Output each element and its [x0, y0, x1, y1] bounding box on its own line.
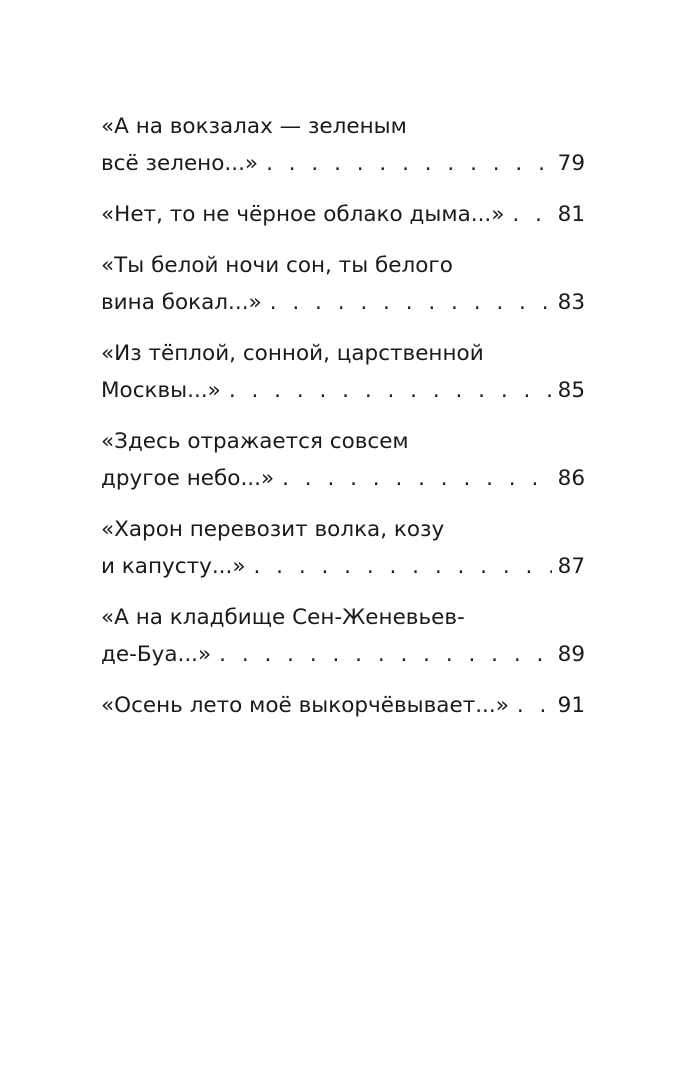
dot-leader — [219, 636, 551, 673]
dot-leader — [270, 284, 552, 321]
toc-entry-page-number: 85 — [557, 378, 585, 403]
toc-entry — [101, 247, 585, 321]
toc-entry-last-line — [101, 372, 585, 409]
toc-entry-title-line: Москвы...» — [101, 378, 221, 403]
toc-entry-title-line: вина бокал...» — [101, 290, 262, 315]
toc-entry — [101, 687, 585, 724]
toc-entry — [101, 196, 585, 233]
toc-entry-title-line: «Ты белой ночи сон, ты белого — [101, 253, 453, 278]
dot-leader — [282, 460, 552, 497]
toc-entry-last-line — [101, 196, 585, 233]
toc-entry-last-line — [101, 460, 585, 497]
dot-leader — [517, 687, 552, 724]
toc-entry-title-line: «Осень лето моё выкорчёвывает...» — [101, 693, 509, 718]
dot-leader — [253, 548, 551, 585]
toc-entry — [101, 423, 585, 497]
toc-entry-page-number: 91 — [557, 693, 585, 718]
toc-entry-title-line: «Здесь отражается совсем — [101, 429, 409, 454]
toc-entry-page-number: 83 — [557, 290, 585, 315]
toc-entry-last-line — [101, 636, 585, 673]
toc-entry-title-line: «Из тёплой, сонной, царственной — [101, 341, 484, 366]
toc-entry-title-line: «А на вокзалах — зеленым — [101, 114, 407, 139]
toc-entry-page-number: 79 — [557, 151, 585, 176]
toc-entry-page-number: 81 — [557, 202, 585, 227]
toc-entry-title-line: «Нет, то не чёрное облако дыма...» — [101, 202, 505, 227]
toc-entry-last-line — [101, 548, 585, 585]
toc-entry-page-number: 86 — [557, 466, 585, 491]
toc-entry-last-line — [101, 145, 585, 182]
toc-entry — [101, 335, 585, 409]
toc-entry-title-line: де-Буа...» — [101, 642, 212, 667]
dot-leader — [266, 145, 552, 182]
toc-entry — [101, 511, 585, 585]
dot-leader — [512, 196, 551, 233]
table-of-contents — [101, 108, 585, 738]
toc-entry-last-line — [101, 284, 585, 321]
toc-entry-title-line: «А на кладбище Сен-Женевьев- — [101, 605, 465, 630]
toc-entry-title-line: «Харон перевозит волка, козу — [101, 517, 445, 542]
toc-entry-last-line — [101, 687, 585, 724]
dot-leader — [229, 372, 552, 409]
toc-entry — [101, 108, 585, 182]
toc-entry-title-line: и капусту...» — [101, 554, 246, 579]
toc-entry-page-number: 89 — [557, 642, 585, 667]
toc-entry-title-line: другое небо...» — [101, 466, 275, 491]
toc-entry-title-line: всё зелено...» — [101, 151, 259, 176]
toc-entry — [101, 599, 585, 673]
toc-entry-page-number: 87 — [557, 554, 585, 579]
